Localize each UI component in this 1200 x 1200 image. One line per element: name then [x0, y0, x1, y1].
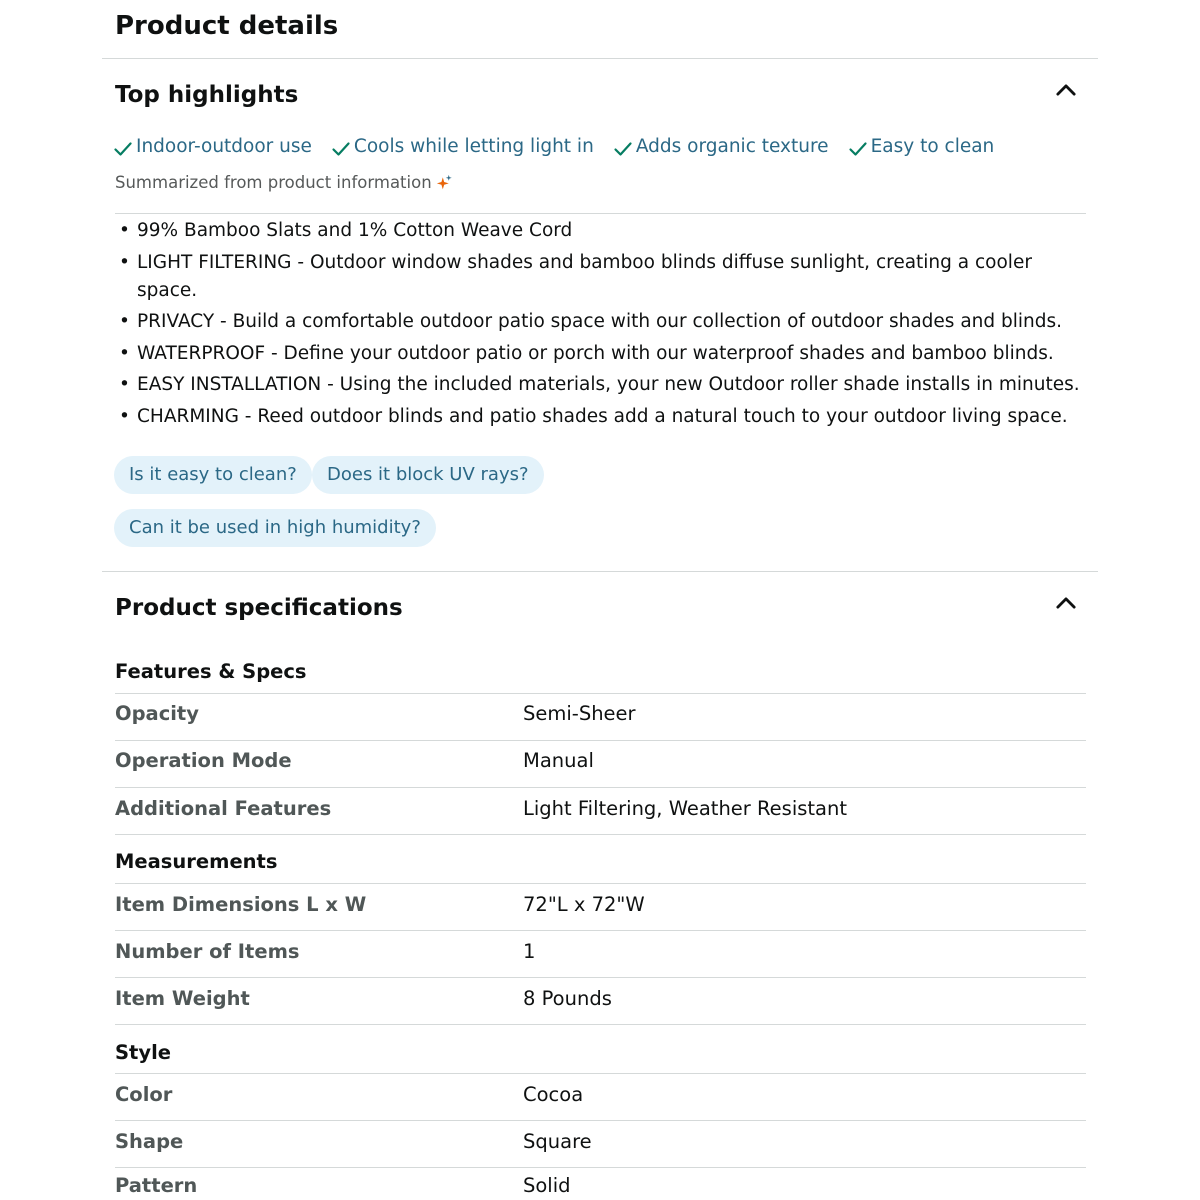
chevron-up-icon — [1052, 589, 1080, 617]
spec-label: Color — [115, 1083, 173, 1106]
spec-value: Solid — [523, 1174, 571, 1197]
collapse-specifications-button[interactable] — [1052, 589, 1080, 617]
list-item: • PRIVACY - Build a comfortable outdoor patio space with our collection of outdoor shades and blinds. — [115, 308, 1085, 336]
spec-label: Operation Mode — [115, 749, 292, 772]
chevron-up-icon — [1052, 76, 1080, 104]
highlight-item — [613, 133, 829, 159]
highlight-label: Cools while letting light in — [353, 135, 594, 157]
spec-value: Light Filtering, Weather Resistant — [523, 797, 848, 820]
checkmark-icon — [613, 139, 633, 159]
sparkle-icon — [436, 174, 453, 191]
highlight-item — [848, 133, 995, 159]
spec-divider — [115, 787, 1086, 788]
list-item: • CHARMING - Reed outdoor blinds and patio shades add a natural touch to your outdoor living space. — [115, 403, 1085, 431]
spec-value: 1 — [523, 940, 536, 963]
question-chip-uv-rays[interactable]: Does it block UV rays? — [312, 456, 544, 494]
spec-divider — [115, 1073, 1086, 1074]
spec-divider — [115, 834, 1086, 835]
highlight-label: Indoor-outdoor use — [136, 135, 312, 157]
spec-divider — [115, 883, 1086, 884]
spec-value: 72"L x 72"W — [523, 893, 645, 916]
checkmark-icon — [113, 139, 133, 159]
checkmark-icon — [331, 139, 351, 159]
spec-label: Item Dimensions L x W — [115, 893, 367, 916]
spec-value: Square — [523, 1130, 592, 1153]
page-title: Product details — [115, 11, 339, 41]
spec-group-title: Style — [115, 1041, 171, 1064]
list-item: • 99% Bamboo Slats and 1% Cotton Weave Cord — [115, 217, 1085, 245]
spec-divider — [115, 1167, 1086, 1168]
spec-value: Manual — [523, 749, 594, 772]
checkmark-icon — [848, 139, 868, 159]
summary-text: Summarized from product information — [115, 173, 432, 192]
spec-divider — [115, 1120, 1086, 1121]
spec-label: Additional Features — [115, 797, 332, 820]
spec-value: Semi-Sheer — [523, 702, 636, 725]
product-specifications-title: Product specifications — [115, 595, 403, 621]
highlight-label: Adds organic texture — [635, 135, 829, 157]
highlight-item — [331, 133, 594, 159]
top-highlights-title: Top highlights — [115, 82, 299, 108]
spec-divider — [115, 693, 1086, 694]
list-item: • WATERPROOF - Define your outdoor patio or porch with our waterproof shades and bamboo blinds. — [115, 340, 1085, 368]
feature-bullets — [115, 217, 1085, 434]
spec-divider — [115, 740, 1086, 741]
collapse-highlights-button[interactable] — [1052, 76, 1080, 104]
question-chip-easy-to-clean[interactable]: Is it easy to clean? — [114, 456, 312, 494]
highlight-chips — [113, 131, 1093, 161]
spec-label: Item Weight — [115, 987, 250, 1010]
list-item: • EASY INSTALLATION - Using the included materials, your new Outdoor roller shade installs in minutes. — [115, 371, 1085, 399]
spec-label: Pattern — [115, 1174, 198, 1197]
highlight-label: Easy to clean — [870, 135, 995, 157]
spec-divider — [115, 1024, 1086, 1025]
spec-value: Cocoa — [523, 1083, 584, 1106]
spec-label: Opacity — [115, 702, 199, 725]
spec-label: Number of Items — [115, 940, 300, 963]
spec-divider — [115, 977, 1086, 978]
section-divider — [102, 58, 1098, 59]
highlight-item — [113, 133, 312, 159]
highlights-divider — [115, 213, 1086, 214]
spec-label: Shape — [115, 1130, 184, 1153]
summary-note — [115, 173, 453, 192]
spec-group-title: Features & Specs — [115, 660, 307, 683]
spec-value: 8 Pounds — [523, 987, 612, 1010]
list-item: • LIGHT FILTERING - Outdoor window shades and bamboo blinds diffuse sunlight, creating a cooler space. — [115, 249, 1085, 305]
spec-group-title: Measurements — [115, 850, 278, 873]
spec-divider — [115, 930, 1086, 931]
question-chip-humidity[interactable]: Can it be used in high humidity? — [114, 509, 436, 547]
section-divider — [102, 571, 1098, 572]
